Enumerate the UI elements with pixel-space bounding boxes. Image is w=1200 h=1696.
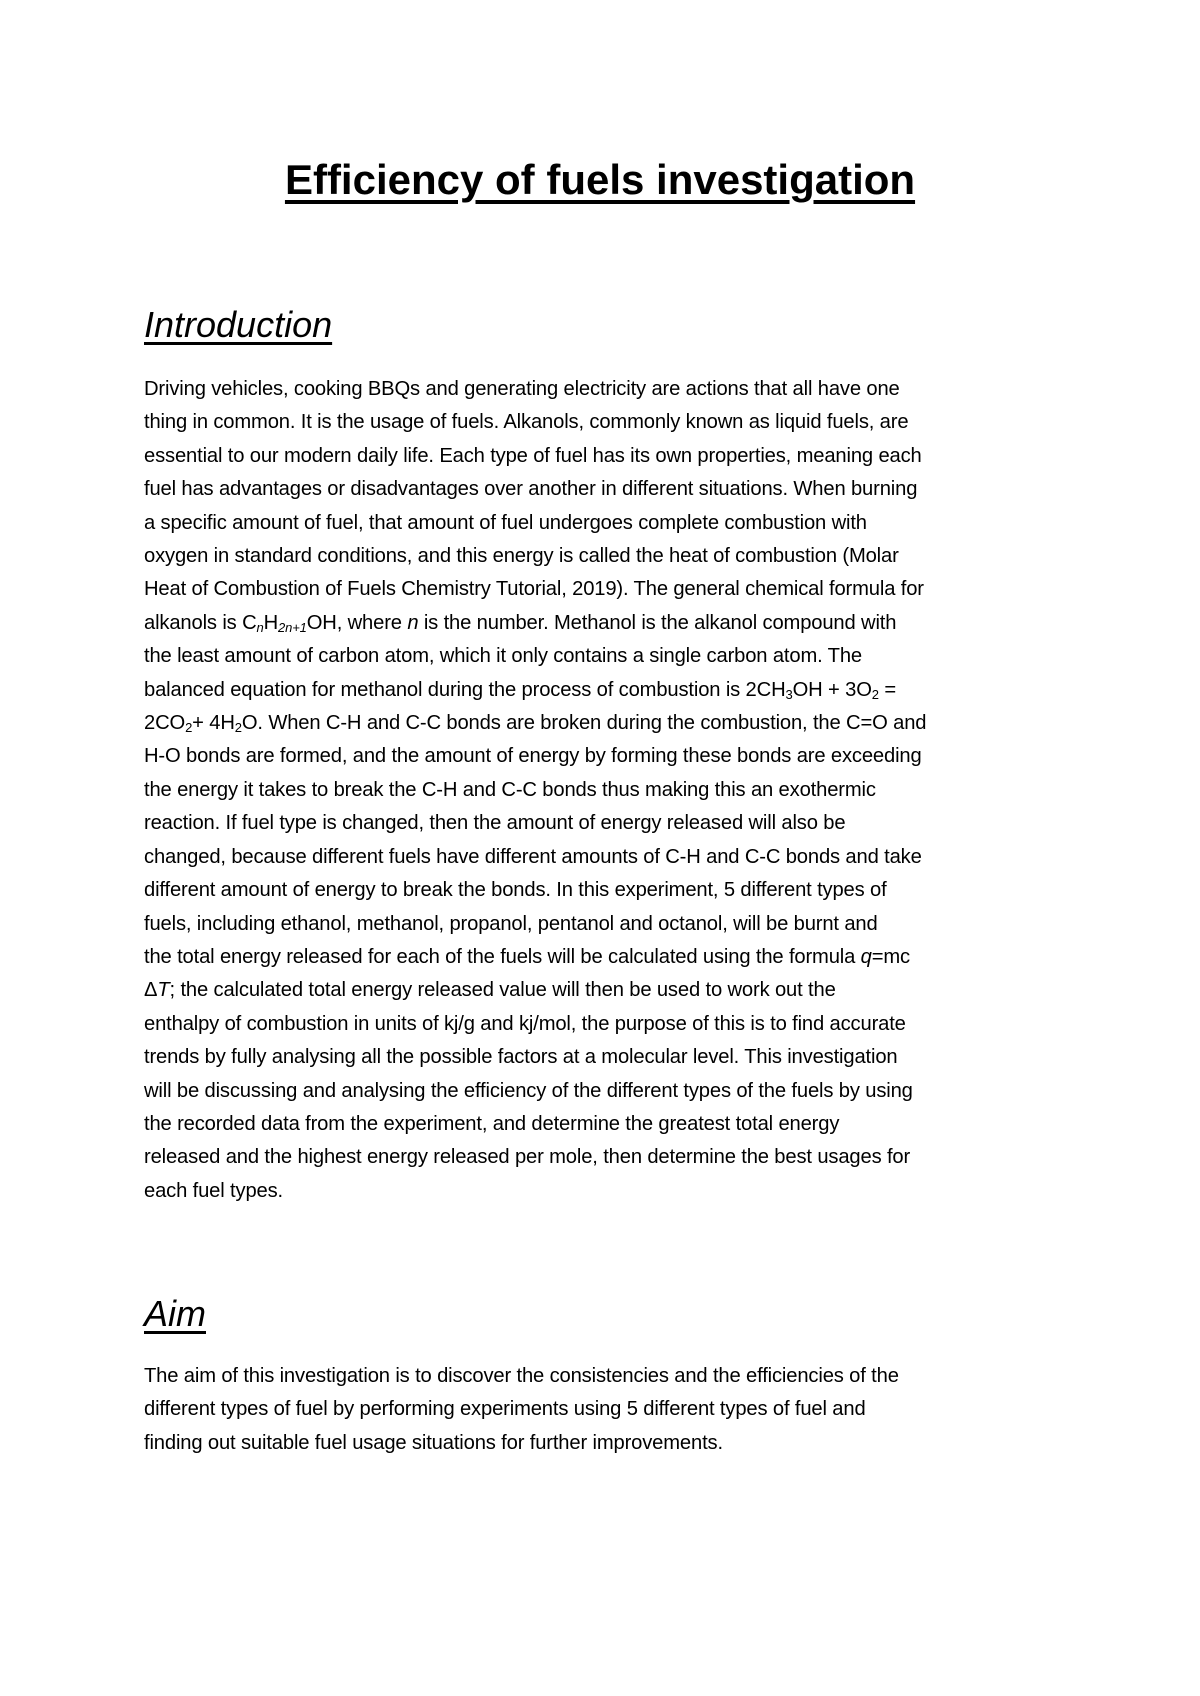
introduction-paragraph bbox=[144, 373, 1064, 1208]
paragraph-line-formula bbox=[144, 607, 1064, 640]
aim-paragraph bbox=[144, 1360, 1064, 1460]
subscript: 2 bbox=[234, 720, 242, 736]
text-run: O. When C-H and C-C bonds are broken during the combustion, the C=O and bbox=[241, 712, 927, 735]
text-run: balanced equation for methanol during the process of combustion is 2CH bbox=[144, 678, 786, 701]
paragraph-line: the recorded data from the experiment, and determine the greatest total energy bbox=[144, 1112, 840, 1135]
paragraph-line: released and the highest energy released per mole, then determine the best usages for bbox=[144, 1146, 911, 1169]
text-run: 2CO bbox=[144, 712, 186, 735]
paragraph-line: finding out suitable fuel usage situations for further improvements. bbox=[144, 1431, 723, 1454]
text-run: H bbox=[263, 611, 279, 634]
subscript: 3 bbox=[785, 686, 793, 702]
aim-heading: Aim bbox=[144, 1293, 206, 1334]
paragraph-line: changed, because different fuels have different amounts of C-H and C-C bonds and take bbox=[144, 845, 922, 868]
subscript: 2 bbox=[185, 720, 193, 736]
document-title: Efficiency of fuels investigation bbox=[284, 156, 916, 203]
paragraph-line: Heat of Combustion of Fuels Chemistry Tutorial, 2019). The general chemical formula for bbox=[144, 578, 924, 601]
text-run: the total energy released for each of the fuels will be calculated using the formula bbox=[144, 945, 861, 968]
text-run: = bbox=[878, 678, 896, 701]
paragraph-line: trends by fully analysing all the possible factors at a molecular level. This investigation bbox=[144, 1046, 898, 1069]
variable-t: T bbox=[157, 979, 170, 1002]
paragraph-line: a specific amount of fuel, that amount of fuel undergoes complete combustion with bbox=[144, 511, 867, 534]
paragraph-line: the energy it takes to break the C-H and C-C bonds thus making this an exothermic bbox=[144, 778, 876, 801]
paragraph-line: H-O bonds are formed, and the amount of energy by forming these bonds are exceeding bbox=[144, 745, 922, 768]
text-run: + 4H bbox=[192, 712, 235, 735]
paragraph-line-equation bbox=[144, 674, 1064, 707]
subscript: 2n+1 bbox=[278, 619, 307, 635]
paragraph-line: the least amount of carbon atom, which it only contains a single carbon atom. The bbox=[144, 645, 863, 668]
text-run: is the number. Methanol is the alkanol compound with bbox=[418, 611, 897, 634]
paragraph-line: fuels, including ethanol, methanol, propanol, pentanol and octanol, will be burnt and bbox=[144, 912, 878, 935]
subscript: 2 bbox=[871, 686, 879, 702]
paragraph-line: essential to our modern daily life. Each type of fuel has its own properties, meaning each bbox=[144, 444, 922, 467]
paragraph-line-formula bbox=[144, 941, 1064, 974]
paragraph-line: each fuel types. bbox=[144, 1179, 284, 1202]
paragraph-line: thing in common. It is the usage of fuels. Alkanols, commonly known as liquid fuels, are bbox=[144, 411, 909, 434]
paragraph-line: The aim of this investigation is to discover the consistencies and the efficiencies of the bbox=[144, 1365, 899, 1387]
subscript: n bbox=[256, 619, 264, 635]
paragraph-line: different types of fuel by performing experiments using 5 different types of fuel and bbox=[144, 1398, 866, 1421]
paragraph-line-formula bbox=[144, 974, 1064, 1007]
paragraph-line: fuel has advantages or disadvantages over another in different situations. When burning bbox=[144, 478, 918, 501]
variable-q: q bbox=[860, 945, 872, 968]
paragraph-line: will be discussing and analysing the efficiency of the different types of the fuels by using bbox=[144, 1079, 913, 1102]
text-run: alkanols is C bbox=[144, 611, 257, 634]
delta-symbol: Δ bbox=[144, 979, 158, 1002]
text-run: OH + 3O bbox=[792, 678, 872, 701]
paragraph-line: reaction. If fuel type is changed, then the amount of energy released will also be bbox=[144, 812, 846, 835]
paragraph-line-equation bbox=[144, 707, 1064, 740]
paragraph-line: oxygen in standard conditions, and this energy is called the heat of combustion (Molar bbox=[144, 545, 899, 568]
text-run: ; the calculated total energy released value will then be used to work out the bbox=[169, 979, 836, 1002]
text-run: =mc bbox=[871, 945, 910, 968]
text-run: OH, where bbox=[306, 611, 408, 634]
paragraph-line: different amount of energy to break the bonds. In this experiment, 5 different types of bbox=[144, 879, 887, 902]
paragraph-line: Driving vehicles, cooking BBQs and generating electricity are actions that all have one bbox=[144, 378, 900, 400]
variable-n: n bbox=[407, 611, 419, 634]
introduction-heading: Introduction bbox=[144, 304, 333, 345]
paragraph-line: enthalpy of combustion in units of kj/g and kj/mol, the purpose of this is to find accurate bbox=[144, 1012, 906, 1035]
